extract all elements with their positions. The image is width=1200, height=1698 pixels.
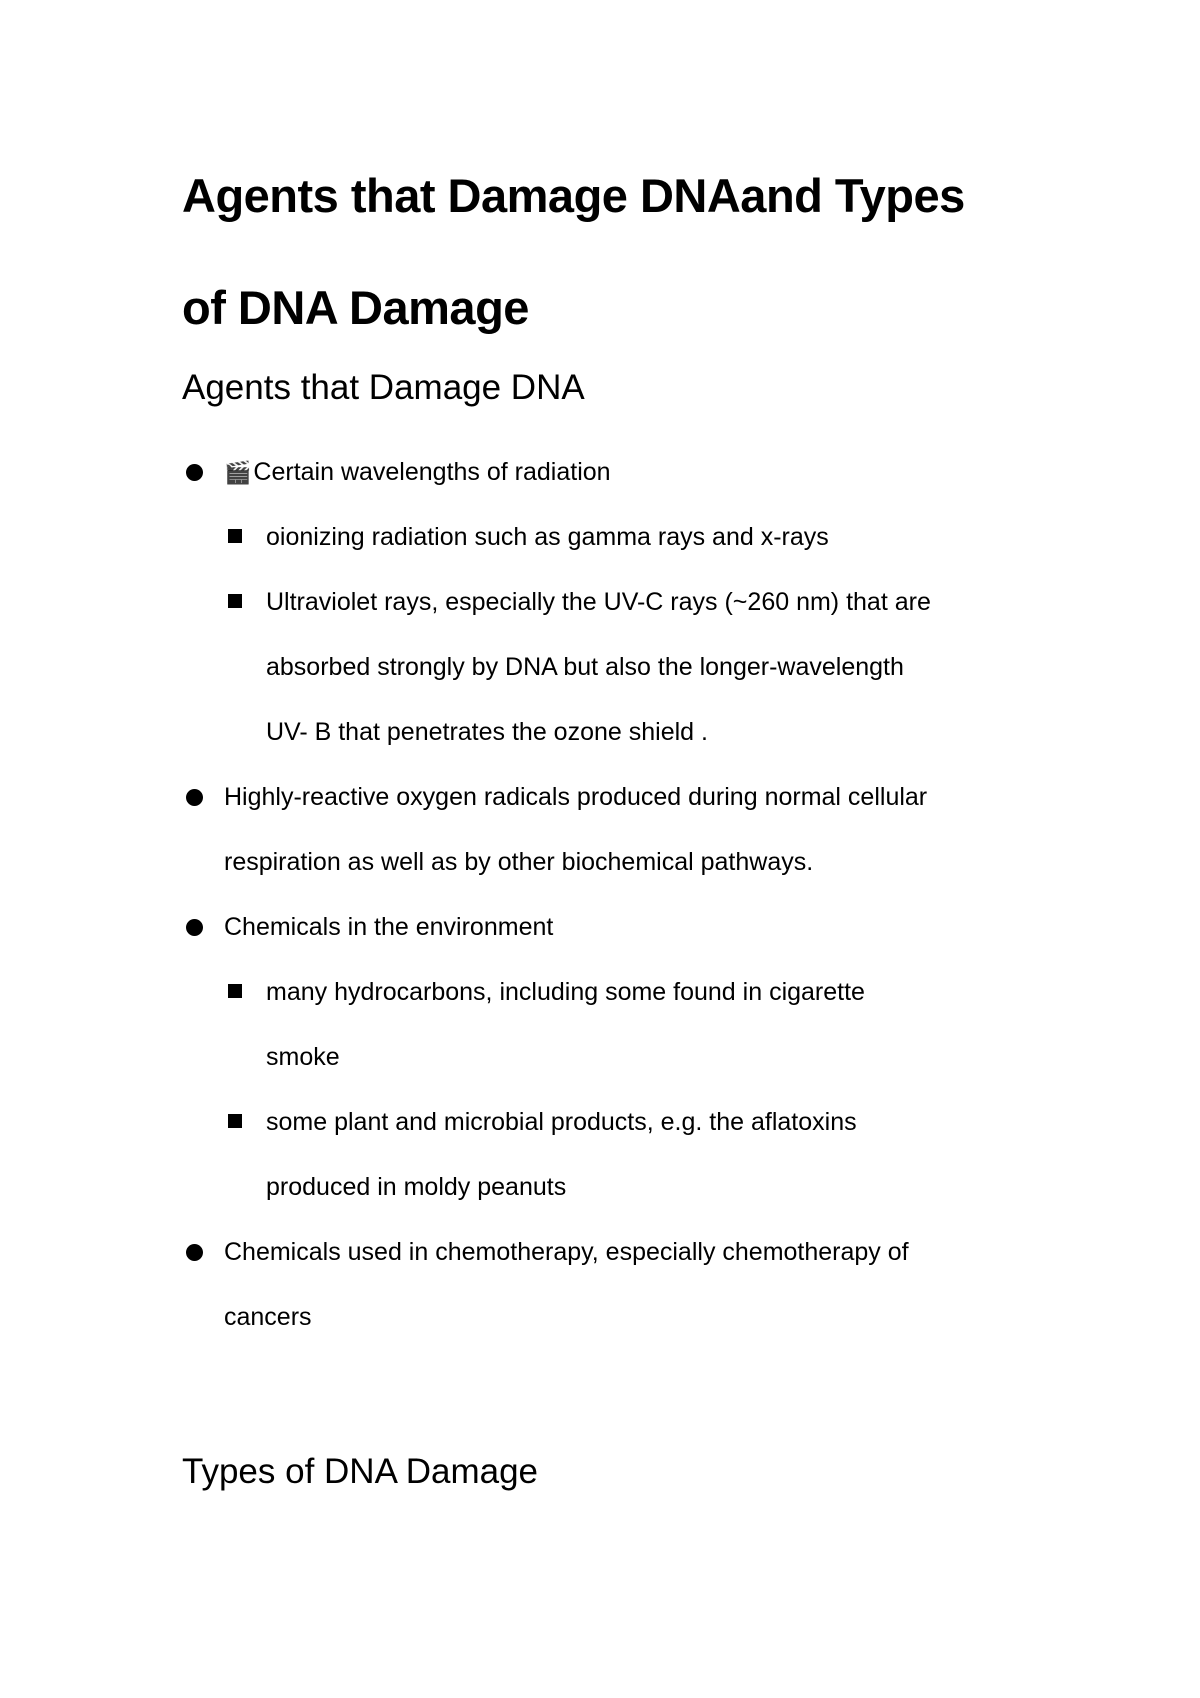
- bullet-dot: [186, 464, 203, 481]
- sub-item-aflatoxins-line2: produced in moldy peanuts: [266, 1173, 567, 1201]
- title-line-2: of DNA Damage: [182, 281, 529, 334]
- list-item-oxygen-line2: respiration as well as by other biochemical pathways.: [224, 848, 814, 876]
- list-item-radiation: [224, 457, 611, 489]
- list-item-chemo-line2: cancers: [224, 1303, 312, 1331]
- clapperboard-icon: 🎬: [224, 461, 252, 486]
- section-heading-agents: Agents that Damage DNA: [182, 368, 585, 407]
- list-item-chemicals-env: Chemicals in the environment: [224, 913, 554, 941]
- list-item-chemo-line1: Chemicals used in chemotherapy, especially chemotherapy of: [224, 1238, 909, 1266]
- bullet-dot: [186, 789, 203, 806]
- bullet-square: [228, 594, 242, 608]
- sub-item-ionizing: oionizing radiation such as gamma rays and x-rays: [266, 523, 829, 551]
- title-line-1: Agents that Damage DNAand Types: [182, 169, 965, 222]
- list-item-text: Certain wavelengths of radiation: [253, 458, 611, 486]
- section-heading-types: Types of DNA Damage: [182, 1452, 538, 1491]
- page-title: [182, 140, 1062, 364]
- list-item-oxygen-line1: Highly-reactive oxygen radicals produced during normal cellular: [224, 783, 928, 811]
- sub-item-aflatoxins-line1: some plant and microbial products, e.g. the aflatoxins: [266, 1108, 857, 1136]
- bullet-square: [228, 529, 242, 543]
- sub-item-hydrocarbons-line1: many hydrocarbons, including some found in cigarette: [266, 978, 865, 1006]
- sub-item-uv-line1: Ultraviolet rays, especially the UV-C rays (~260 nm) that are: [266, 588, 931, 616]
- sub-item-uv-line2: absorbed strongly by DNA but also the longer-wavelength: [266, 653, 904, 681]
- bullet-dot: [186, 919, 203, 936]
- bullet-square: [228, 984, 242, 998]
- bullet-square: [228, 1114, 242, 1128]
- bullet-dot: [186, 1244, 203, 1261]
- sub-item-uv-line3: UV- B that penetrates the ozone shield .: [266, 718, 708, 746]
- sub-item-hydrocarbons-line2: smoke: [266, 1043, 340, 1071]
